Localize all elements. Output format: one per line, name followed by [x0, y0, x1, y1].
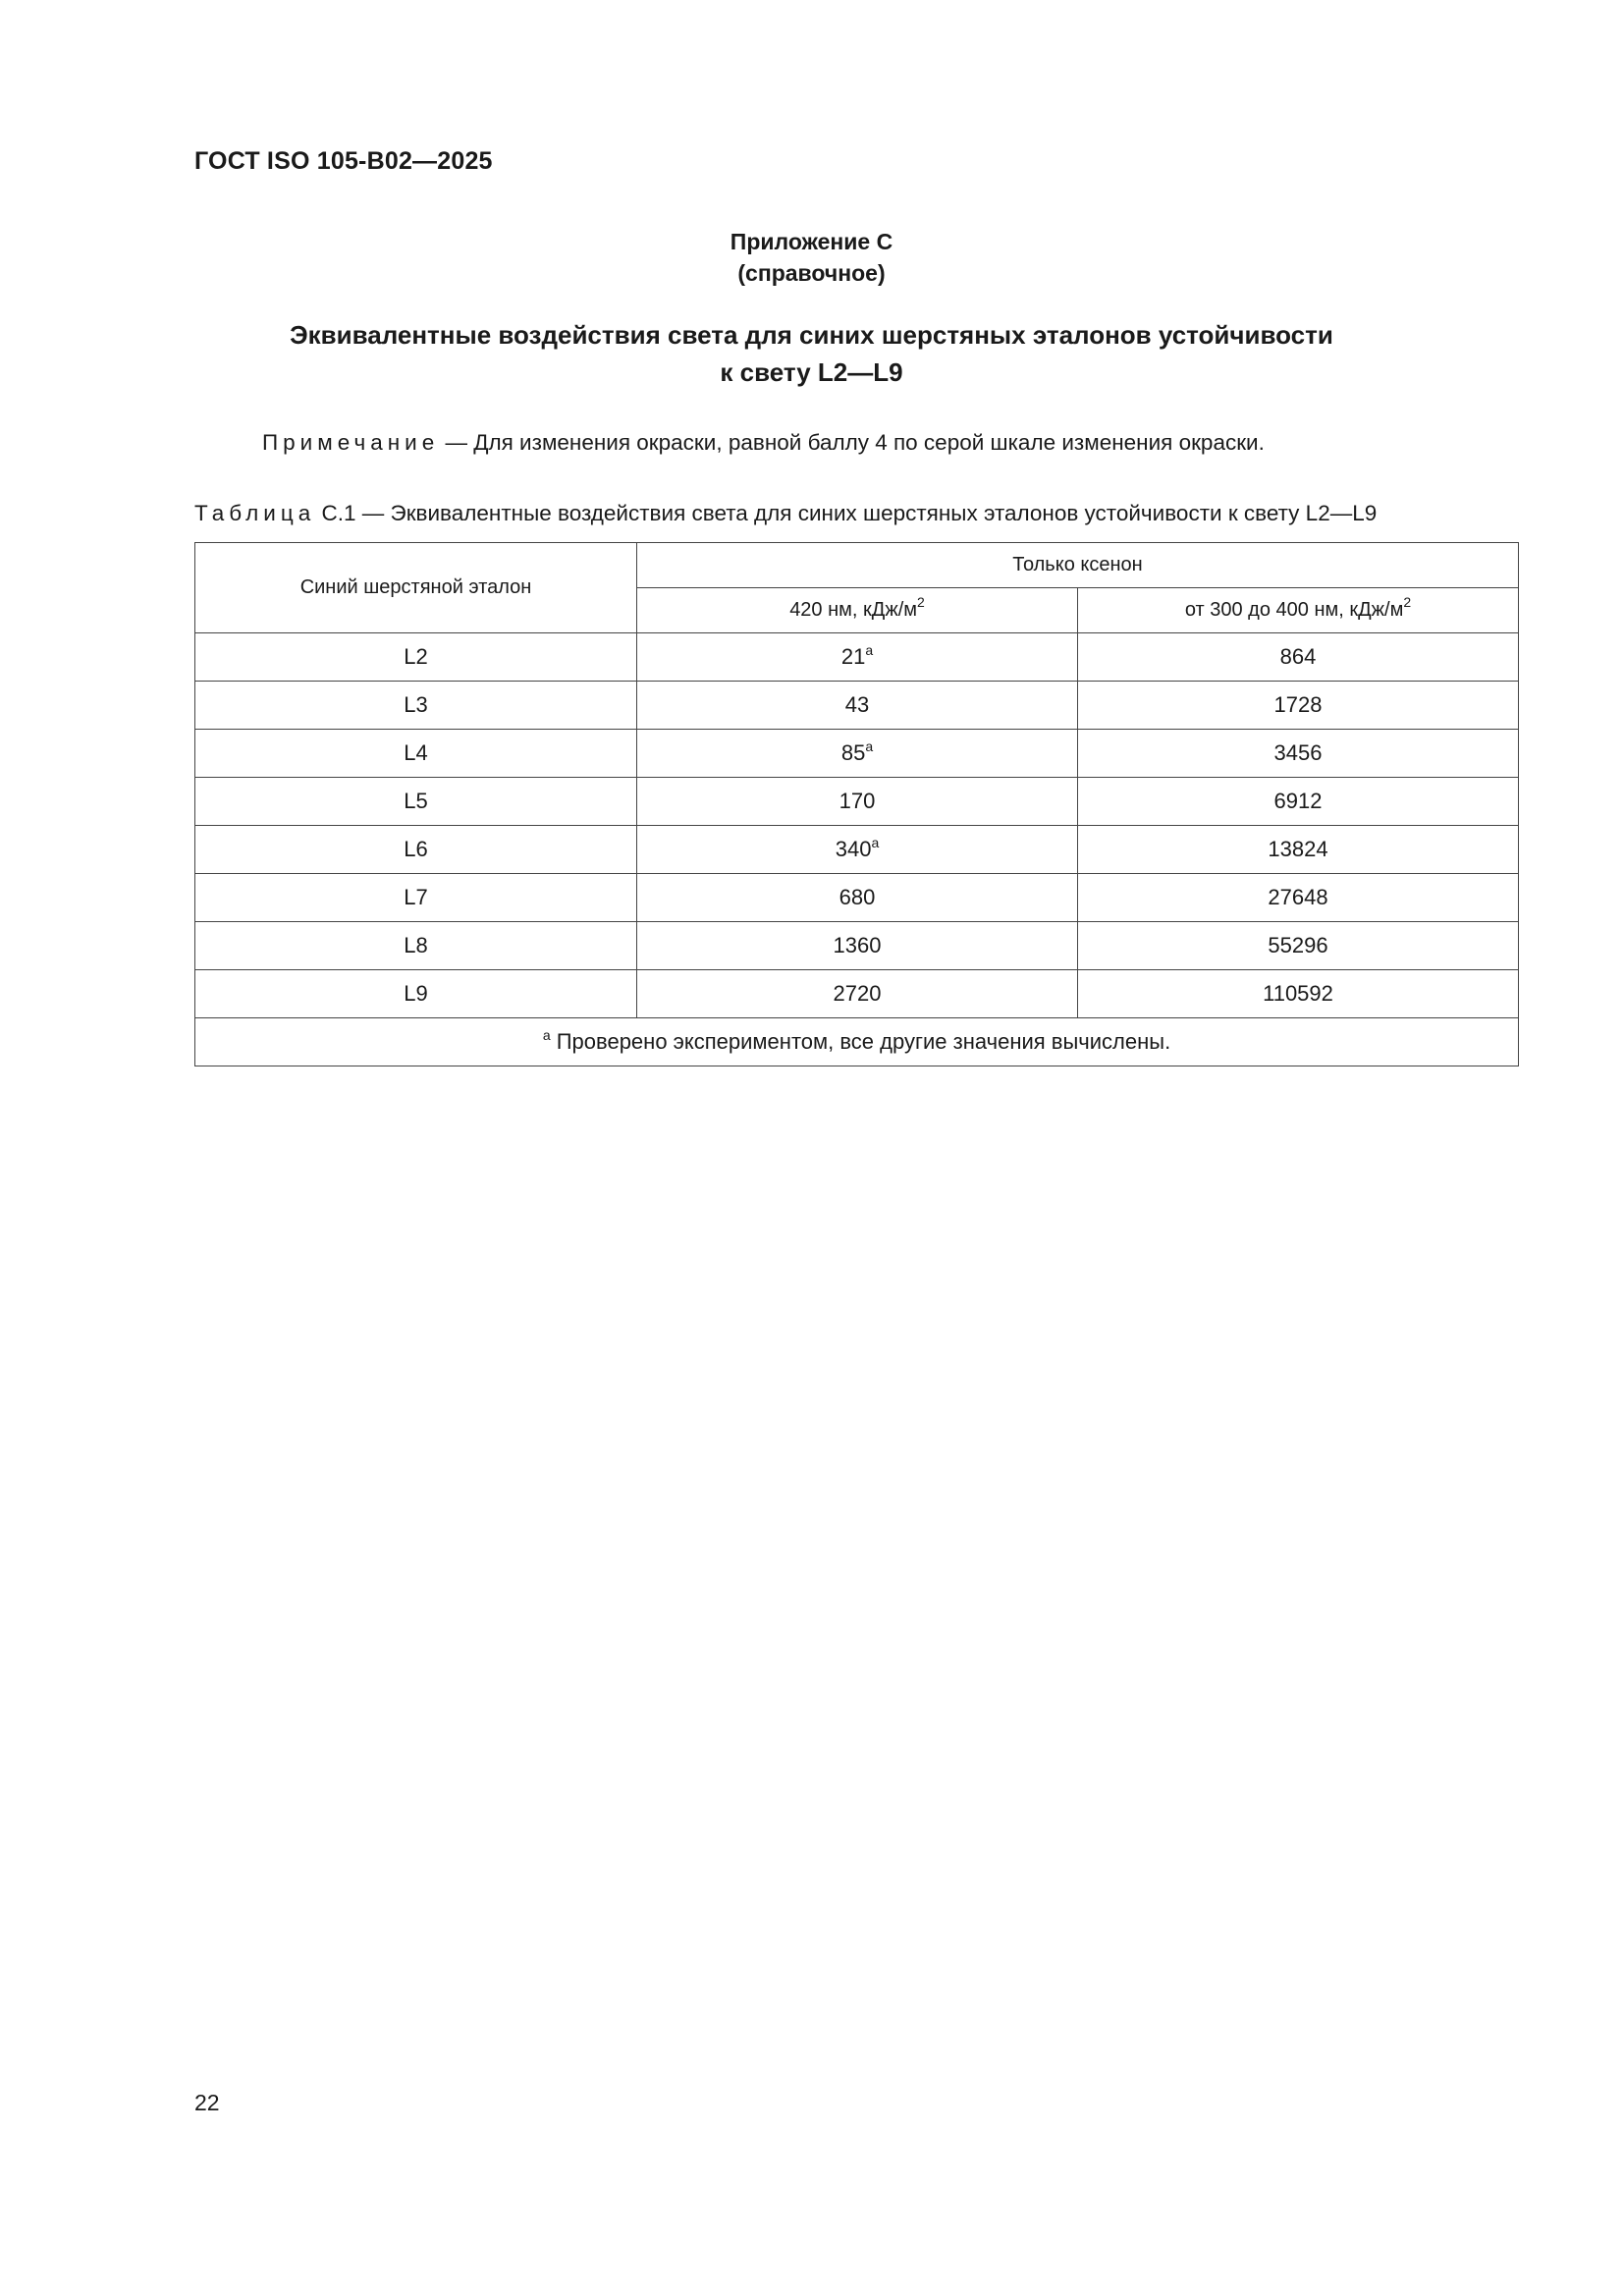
cell-300-400: 13824 [1078, 826, 1519, 874]
equivalence-table [194, 542, 1519, 1066]
cell-300-400: 55296 [1078, 922, 1519, 970]
cell-420-value: 21 [840, 644, 866, 669]
header-row-1 [195, 543, 1519, 588]
header-300-400 [1078, 588, 1519, 633]
table-caption [194, 501, 1377, 526]
cell-reference: L5 [195, 778, 637, 826]
header-300-400-exponent: 2 [1403, 594, 1412, 610]
footnote-row [195, 1018, 1519, 1066]
document-code: ГОСТ ISO 105-B02—2025 [194, 147, 493, 175]
cell-420-value: 340 [835, 837, 872, 861]
cell-420-value: 85 [840, 740, 866, 765]
cell-420-mark: a [865, 738, 874, 754]
table-row [195, 826, 1519, 874]
table-row [195, 874, 1519, 922]
cell-420-mark: a [865, 642, 874, 658]
table-row [195, 682, 1519, 730]
cell-420 [637, 682, 1078, 730]
header-group: Только ксенон [637, 543, 1519, 588]
cell-420 [637, 730, 1078, 778]
cell-reference: L2 [195, 633, 637, 682]
cell-reference: L6 [195, 826, 637, 874]
cell-300-400: 27648 [1078, 874, 1519, 922]
cell-reference: L3 [195, 682, 637, 730]
cell-420-value: 680 [839, 885, 876, 909]
cell-300-400: 110592 [1078, 970, 1519, 1018]
header-reference: Синий шерстяной эталон [195, 543, 637, 633]
annex-kind: (справочное) [737, 260, 886, 286]
annex-title [0, 316, 1623, 391]
cell-reference: L7 [195, 874, 637, 922]
cell-420 [637, 970, 1078, 1018]
footnote-mark: a [542, 1027, 551, 1043]
cell-420 [637, 633, 1078, 682]
cell-420-value: 1360 [833, 933, 882, 957]
footnote-cell [195, 1018, 1519, 1066]
annex-title-line-1: Эквивалентные воздействия света для синих шерстяных эталонов устойчивости [290, 320, 1333, 350]
table-caption-text: С.1 — Эквивалентные воздействия света для синих шерстяных эталонов устойчивости к свету L2—L9 [321, 501, 1378, 525]
header-420 [637, 588, 1078, 633]
cell-300-400: 3456 [1078, 730, 1519, 778]
header-300-400-label: от 300 до 400 нм, кДж/м [1184, 599, 1404, 621]
cell-420-value: 2720 [833, 981, 882, 1006]
cell-420 [637, 874, 1078, 922]
table-caption-label: Таблица [194, 501, 316, 525]
table-row [195, 970, 1519, 1018]
cell-300-400: 864 [1078, 633, 1519, 682]
cell-300-400: 1728 [1078, 682, 1519, 730]
note [262, 430, 1265, 456]
cell-reference: L8 [195, 922, 637, 970]
cell-420-mark: a [871, 835, 880, 850]
annex-label: Приложение С [730, 229, 893, 254]
cell-420 [637, 826, 1078, 874]
cell-420-value: 170 [839, 789, 876, 813]
cell-reference: L4 [195, 730, 637, 778]
cell-300-400: 6912 [1078, 778, 1519, 826]
note-label: Примечание [262, 430, 440, 455]
cell-reference: L9 [195, 970, 637, 1018]
note-text: — Для изменения окраски, равной баллу 4 по серой шкале изменения окраски. [445, 430, 1265, 455]
annex-title-line-2: к свету L2—L9 [720, 357, 903, 387]
page-number: 22 [194, 2090, 220, 2115]
table-row [195, 778, 1519, 826]
annex-heading [0, 226, 1623, 289]
cell-420 [637, 778, 1078, 826]
header-420-label: 420 нм, кДж/м [789, 599, 918, 621]
table-row [195, 730, 1519, 778]
header-420-exponent: 2 [917, 594, 925, 610]
cell-420 [637, 922, 1078, 970]
cell-420-value: 43 [844, 692, 870, 717]
table-row [195, 633, 1519, 682]
footnote-text: Проверено экспериментом, все другие значения вычислены. [556, 1029, 1171, 1054]
table-row [195, 922, 1519, 970]
